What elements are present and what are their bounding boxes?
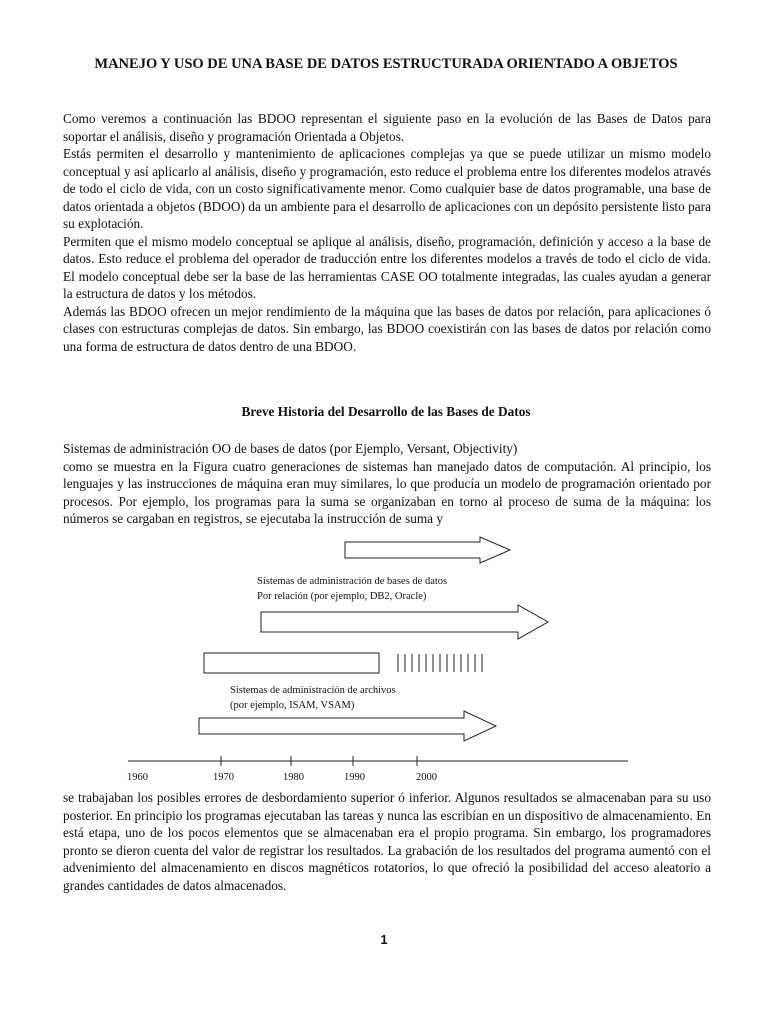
document-title: MANEJO Y USO DE UNA BASE DE DATOS ESTRUCTURADA ORIENTADO A OBJETOS [94, 56, 678, 72]
relational-label-line2: Por relación (por ejemplo, DB2, Oracle) [257, 591, 427, 602]
history-paragraph: como se muestra en la Figura cuatro generaciones de sistemas han manejado datos de computación. Al principio, los lenguajes y las instrucciones de máquina eran muy similares, lo que producía un modelo de programación orientado por procesos. Por ejemplo, los programas para la suma se organizaban en torno al proceso de suma de la máquina: los números se cargaban en registros, se ejecutaba la instrucción de suma y [63, 458, 711, 526]
history-section [63, 440, 711, 528]
intro-paragraph: Como veremos a continuación las BDOO representan el siguiente paso en la evolución de las Bases de Datos para soportar el análisis, diseño y programación Orientada a Objetos. [63, 111, 711, 144]
relational-label-line1: Sistemas de administración de bases de datos [257, 576, 448, 587]
after-figure-paragraph: se trabajaban los posibles errores de desbordamiento superior ó inferior. Algunos resultados se almacenaban para su uso posterior. En principio los programas ejecutaban las tareas y nunca las escribían en un dispositivo de almacenamiento. En está etapa, uno de los pocos elementos que se almacenaban era el propio programa. Sin embargo, los programadores pronto se dieron cuenta del valor de registrar los resultados. La grabación de los resultados del programa aumentó con el advenimiento del almacenamiento en discos magnéticos rotatorios, lo que ofreció la posibilidad del acceso aleatorio a grandes cantidades de datos almacenados. [63, 790, 711, 893]
timeline-label-1980: 1980 [283, 772, 304, 783]
figure-drawing [0, 525, 768, 795]
relational-generation-arrow [261, 605, 548, 639]
files-label-line1: Sistemas de administración de archivos [230, 685, 396, 696]
intro-paragraph: Estás permiten el desarrollo y mantenimiento de aplicaciones complejas ya que se puede utilizar un mismo modelo conceptual y así aplicarlo al análisis, diseño y programación, esto reduce el problema entre los diferentes modelos através de todo el ciclo de vida, con un costo significativamente menor. Como cualquier base de datos programable, una base de datos orientada a objetos (BDOO) da un ambiente para el desarrollo de aplicaciones con un depósito persistente listo para su explotación. [63, 146, 711, 231]
generation-bar [204, 653, 379, 673]
page-number: 1 [380, 932, 388, 947]
section-title: Breve Historia del Desarrollo de las Bases de Datos [241, 404, 531, 419]
intro-paragraph: Además las BDOO ofrecen un mejor rendimiento de la máquina que las bases de datos por relación, para aplicaciones ó clases con estructuras complejas de datos. Sin embargo, las BDOO coexistirán con las bases de datos por relación como una forma de estructura de datos dentro de una BDOO. [63, 303, 711, 354]
hatch-marks [398, 654, 482, 672]
files-label-line2: (por ejemplo, ISAM, VSAM) [230, 700, 355, 711]
timeline-label-1990: 1990 [344, 772, 365, 783]
intro-section [63, 110, 711, 355]
after-figure-section [63, 789, 711, 894]
timeline-label-1970: 1970 [213, 772, 234, 783]
timeline-label-1960: 1960 [127, 772, 148, 783]
intro-paragraph: Permiten que el mismo modelo conceptual se aplique al análisis, diseño, programación, definición y acceso a la base de datos. Esto reduce el problema del operador de traducción entre los diferentes modelos a través de todo el ciclo de vida. El modelo conceptual debe ser la base de las herramientas CASE OO totalmente integradas, las cuales ayudan a generar la estructura de datos y los métodos. [63, 233, 711, 301]
timeline-label-2000: 2000 [416, 772, 437, 783]
history-paragraph: Sistemas de administración OO de bases de datos (por Ejemplo, Versant, Objectivity) [63, 441, 518, 456]
generations-figure [0, 525, 768, 795]
files-generation-arrow [199, 711, 496, 741]
oo-generation-arrow [345, 537, 510, 563]
